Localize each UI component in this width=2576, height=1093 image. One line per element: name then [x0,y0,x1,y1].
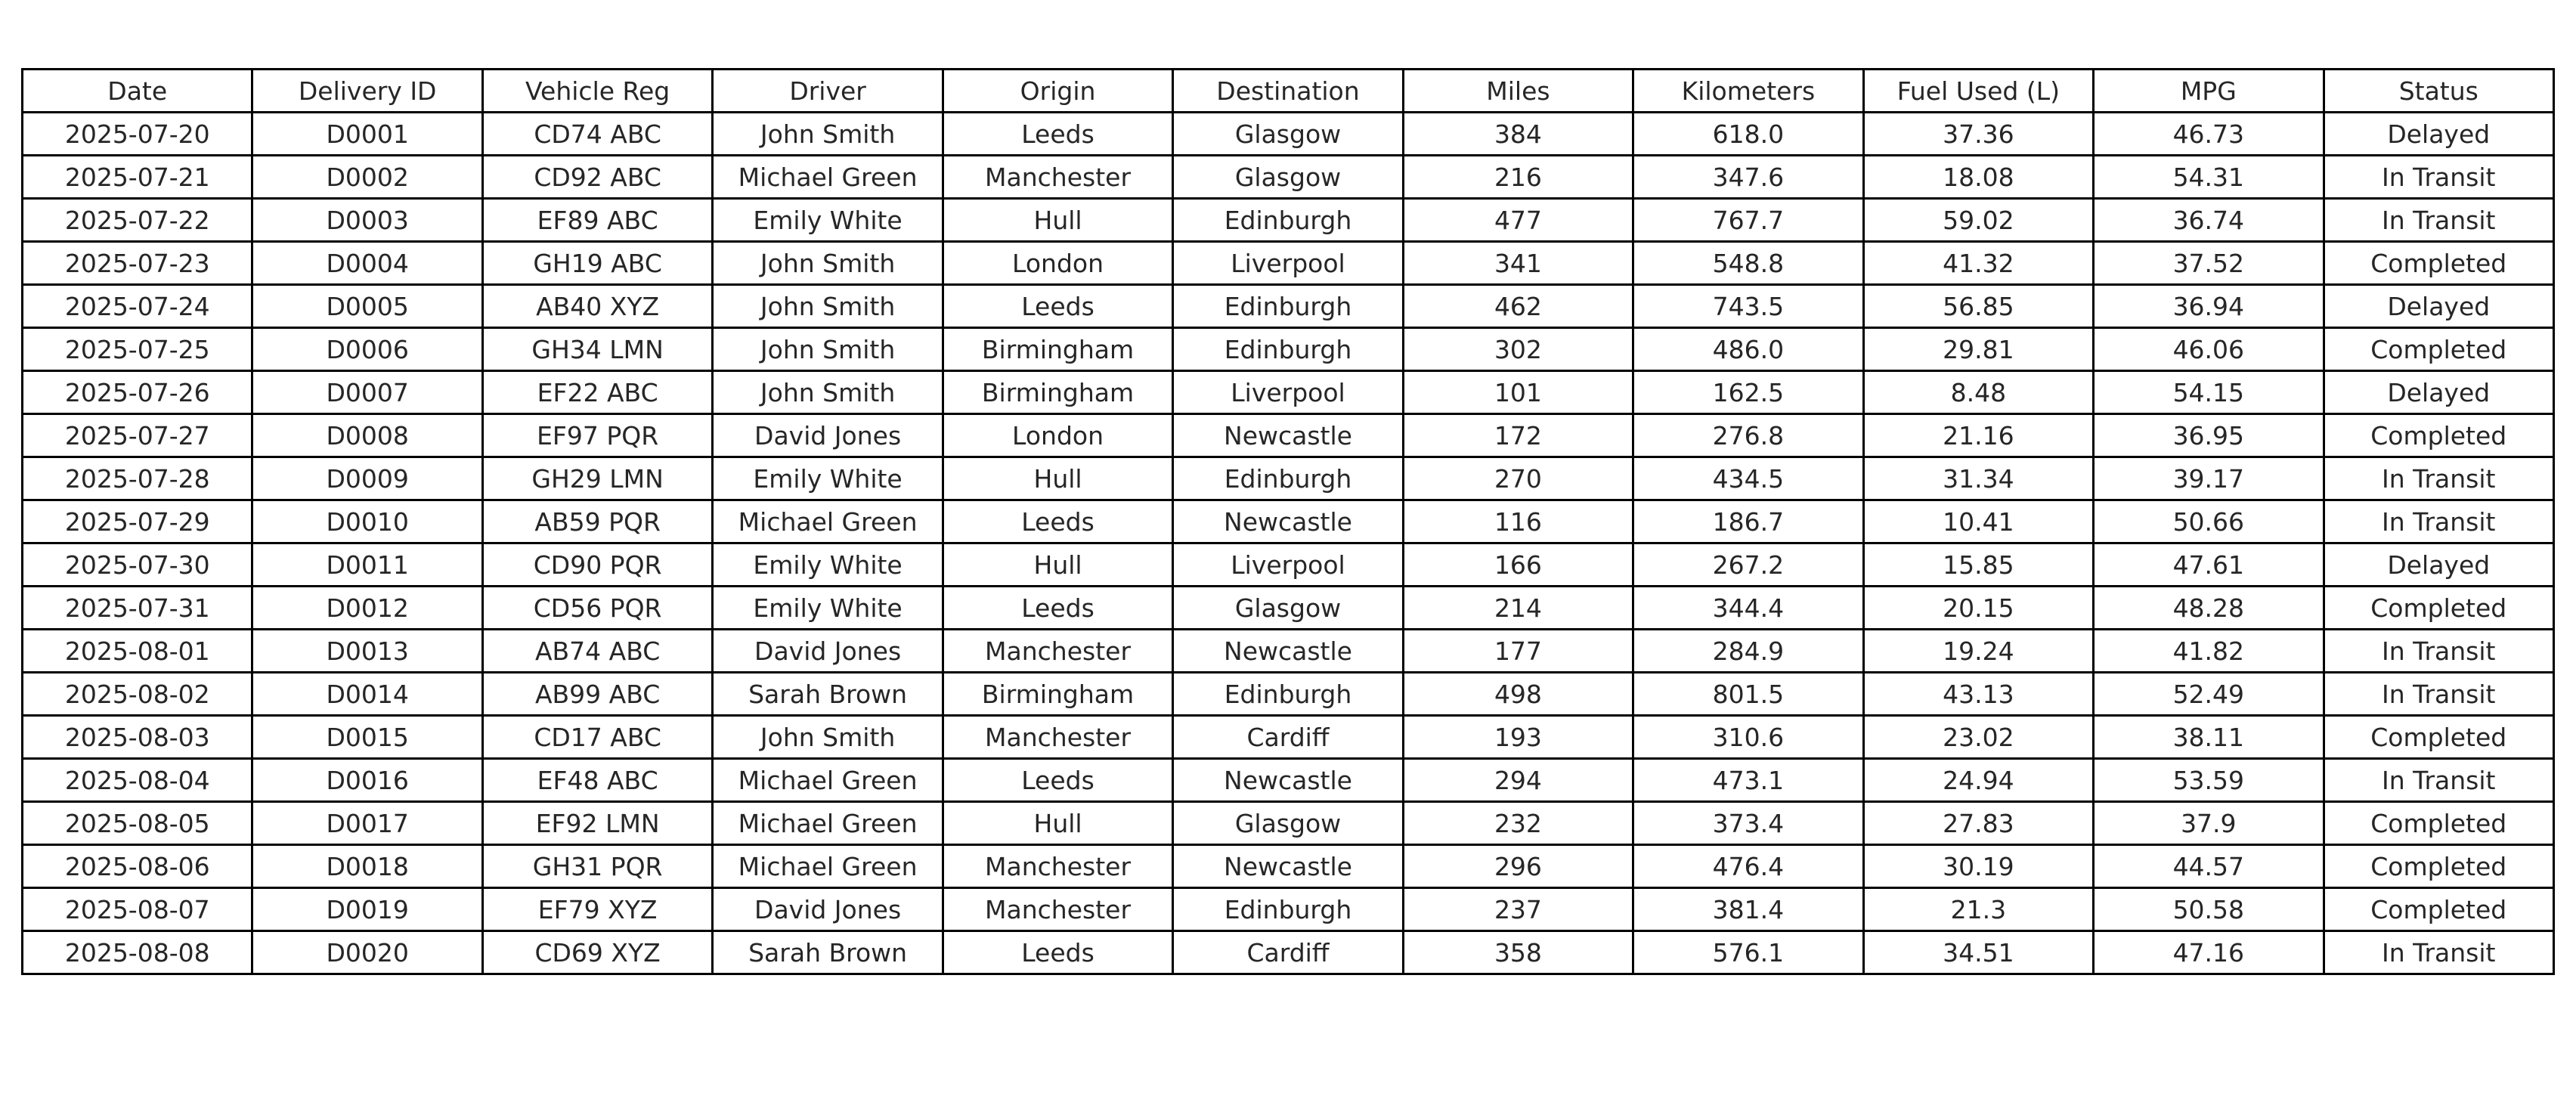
table-cell-date: 2025-07-25 [23,328,252,371]
table-cell-miles: 384 [1403,113,1633,156]
table-cell-kilometers: 801.5 [1633,673,1863,716]
table-cell-origin: Hull [943,543,1172,587]
column-header-destination: Destination [1173,70,1403,113]
table-cell-mpg: 36.94 [2094,285,2324,328]
table-cell-kilometers: 576.1 [1633,931,1863,974]
table-cell-destination: Newcastle [1173,414,1403,457]
table-cell-destination: Glasgow [1173,802,1403,845]
table-cell-delivery-id: D0003 [252,199,482,242]
table-cell-driver: John Smith [713,328,943,371]
table-cell-kilometers: 267.2 [1633,543,1863,587]
table-cell-vehicle-reg: GH19 ABC [482,242,712,285]
table-cell-status: Completed [2324,888,2553,931]
table-cell-kilometers: 381.4 [1633,888,1863,931]
table-cell-mpg: 36.74 [2094,199,2324,242]
table-cell-driver: Michael Green [713,845,943,888]
table-cell-miles: 177 [1403,630,1633,673]
column-header-status: Status [2324,70,2553,113]
table-cell-destination: Liverpool [1173,543,1403,587]
table-cell-delivery-id: D0013 [252,630,482,673]
table-cell-delivery-id: D0011 [252,543,482,587]
table-cell-mpg: 44.57 [2094,845,2324,888]
table-cell-driver: David Jones [713,630,943,673]
table-cell-vehicle-reg: EF22 ABC [482,371,712,414]
table-cell-delivery-id: D0018 [252,845,482,888]
table-cell-driver: Michael Green [713,802,943,845]
table-cell-mpg: 54.15 [2094,371,2324,414]
table-cell-destination: Newcastle [1173,845,1403,888]
table-cell-mpg: 46.06 [2094,328,2324,371]
table-cell-mpg: 46.73 [2094,113,2324,156]
table-row [23,242,2554,285]
table-cell-date: 2025-08-04 [23,759,252,802]
table-cell-fuel-used-l: 56.85 [1863,285,2093,328]
table-cell-origin: Manchester [943,845,1172,888]
table-cell-origin: Hull [943,802,1172,845]
table-row [23,285,2554,328]
table-cell-miles: 172 [1403,414,1633,457]
table-cell-vehicle-reg: CD56 PQR [482,587,712,630]
table-cell-origin: Leeds [943,587,1172,630]
table-cell-kilometers: 162.5 [1633,371,1863,414]
table-cell-date: 2025-07-21 [23,156,252,199]
table-cell-vehicle-reg: AB40 XYZ [482,285,712,328]
table-cell-origin: Manchester [943,630,1172,673]
table-cell-mpg: 54.31 [2094,156,2324,199]
table-cell-status: In Transit [2324,199,2553,242]
table-cell-vehicle-reg: GH31 PQR [482,845,712,888]
table-cell-delivery-id: D0017 [252,802,482,845]
table-cell-mpg: 47.61 [2094,543,2324,587]
table-row [23,802,2554,845]
table-cell-fuel-used-l: 27.83 [1863,802,2093,845]
table-cell-date: 2025-08-03 [23,716,252,759]
table-cell-mpg: 39.17 [2094,457,2324,500]
table-cell-vehicle-reg: EF97 PQR [482,414,712,457]
table-cell-driver: John Smith [713,242,943,285]
table-cell-status: Delayed [2324,285,2553,328]
table-cell-mpg: 37.52 [2094,242,2324,285]
table-cell-vehicle-reg: GH29 LMN [482,457,712,500]
table-cell-delivery-id: D0020 [252,931,482,974]
table-cell-status: Completed [2324,802,2553,845]
table-cell-origin: Birmingham [943,371,1172,414]
column-header-date: Date [23,70,252,113]
table-cell-kilometers: 548.8 [1633,242,1863,285]
table-cell-date: 2025-08-01 [23,630,252,673]
table-cell-vehicle-reg: EF89 ABC [482,199,712,242]
table-cell-status: Completed [2324,716,2553,759]
table-cell-date: 2025-07-20 [23,113,252,156]
table-cell-origin: Manchester [943,716,1172,759]
table-cell-mpg: 41.82 [2094,630,2324,673]
table-cell-fuel-used-l: 24.94 [1863,759,2093,802]
table-cell-driver: Michael Green [713,500,943,543]
table-cell-miles: 116 [1403,500,1633,543]
table-cell-mpg: 52.49 [2094,673,2324,716]
table-cell-status: Completed [2324,242,2553,285]
table-row [23,759,2554,802]
table-cell-delivery-id: D0019 [252,888,482,931]
table-cell-destination: Edinburgh [1173,673,1403,716]
table-cell-status: Delayed [2324,543,2553,587]
table-cell-delivery-id: D0002 [252,156,482,199]
table-cell-date: 2025-07-23 [23,242,252,285]
table-cell-driver: Michael Green [713,759,943,802]
column-header-mpg: MPG [2094,70,2324,113]
table-cell-vehicle-reg: EF48 ABC [482,759,712,802]
table-body [23,113,2554,974]
table-cell-driver: David Jones [713,888,943,931]
table-cell-status: In Transit [2324,630,2553,673]
table-cell-driver: John Smith [713,716,943,759]
table-cell-kilometers: 473.1 [1633,759,1863,802]
table-cell-fuel-used-l: 31.34 [1863,457,2093,500]
table-cell-kilometers: 486.0 [1633,328,1863,371]
column-header-vehicle-reg: Vehicle Reg [482,70,712,113]
table-cell-delivery-id: D0009 [252,457,482,500]
table-cell-delivery-id: D0016 [252,759,482,802]
table-row [23,156,2554,199]
table-row [23,199,2554,242]
table-cell-date: 2025-07-31 [23,587,252,630]
table-cell-miles: 166 [1403,543,1633,587]
table-cell-kilometers: 284.9 [1633,630,1863,673]
table-cell-destination: Edinburgh [1173,888,1403,931]
table-cell-origin: Manchester [943,156,1172,199]
table-cell-fuel-used-l: 43.13 [1863,673,2093,716]
table-cell-delivery-id: D0014 [252,673,482,716]
table-cell-delivery-id: D0001 [252,113,482,156]
table-cell-status: In Transit [2324,156,2553,199]
table-cell-status: Completed [2324,845,2553,888]
table-cell-date: 2025-07-30 [23,543,252,587]
table-cell-fuel-used-l: 23.02 [1863,716,2093,759]
table-cell-kilometers: 618.0 [1633,113,1863,156]
table-cell-miles: 498 [1403,673,1633,716]
table-cell-destination: Edinburgh [1173,457,1403,500]
table-cell-destination: Glasgow [1173,587,1403,630]
table-cell-date: 2025-08-08 [23,931,252,974]
table-cell-vehicle-reg: CD17 ABC [482,716,712,759]
table-cell-driver: John Smith [713,113,943,156]
table-cell-driver: John Smith [713,371,943,414]
table-cell-fuel-used-l: 15.85 [1863,543,2093,587]
table-cell-destination: Newcastle [1173,759,1403,802]
column-header-miles: Miles [1403,70,1633,113]
table-row [23,630,2554,673]
table-cell-kilometers: 434.5 [1633,457,1863,500]
table-cell-miles: 462 [1403,285,1633,328]
table-cell-date: 2025-08-07 [23,888,252,931]
table-cell-vehicle-reg: EF92 LMN [482,802,712,845]
table-cell-destination: Liverpool [1173,242,1403,285]
table-cell-vehicle-reg: CD69 XYZ [482,931,712,974]
table-cell-date: 2025-07-22 [23,199,252,242]
table-cell-miles: 358 [1403,931,1633,974]
table-row [23,888,2554,931]
table-cell-miles: 214 [1403,587,1633,630]
table-row [23,371,2554,414]
table-cell-miles: 232 [1403,802,1633,845]
table-cell-fuel-used-l: 29.81 [1863,328,2093,371]
table-cell-date: 2025-08-06 [23,845,252,888]
table-cell-mpg: 37.9 [2094,802,2324,845]
table-cell-status: Completed [2324,587,2553,630]
table-cell-destination: Liverpool [1173,371,1403,414]
table-cell-kilometers: 347.6 [1633,156,1863,199]
table-cell-origin: Birmingham [943,673,1172,716]
table-cell-origin: Leeds [943,500,1172,543]
column-header-delivery-id: Delivery ID [252,70,482,113]
table-cell-fuel-used-l: 21.3 [1863,888,2093,931]
table-cell-destination: Glasgow [1173,156,1403,199]
table-row [23,414,2554,457]
table-cell-kilometers: 743.5 [1633,285,1863,328]
table-cell-destination: Cardiff [1173,931,1403,974]
table-cell-fuel-used-l: 37.36 [1863,113,2093,156]
table-cell-miles: 193 [1403,716,1633,759]
table-row [23,500,2554,543]
table-cell-fuel-used-l: 30.19 [1863,845,2093,888]
table-cell-status: In Transit [2324,457,2553,500]
table-cell-mpg: 50.66 [2094,500,2324,543]
table-cell-origin: London [943,414,1172,457]
table-cell-fuel-used-l: 10.41 [1863,500,2093,543]
table-cell-driver: Sarah Brown [713,673,943,716]
delivery-table [21,68,2555,975]
table-cell-miles: 237 [1403,888,1633,931]
table-cell-destination: Edinburgh [1173,328,1403,371]
table-cell-miles: 101 [1403,371,1633,414]
table-cell-miles: 341 [1403,242,1633,285]
table-row [23,931,2554,974]
table-row [23,716,2554,759]
table-cell-fuel-used-l: 59.02 [1863,199,2093,242]
table-row [23,673,2554,716]
table-cell-kilometers: 310.6 [1633,716,1863,759]
table-cell-driver: Emily White [713,543,943,587]
table-cell-destination: Newcastle [1173,500,1403,543]
table-cell-destination: Glasgow [1173,113,1403,156]
table-cell-origin: London [943,242,1172,285]
column-header-driver: Driver [713,70,943,113]
table-cell-status: Delayed [2324,113,2553,156]
table-cell-origin: Leeds [943,759,1172,802]
table-cell-vehicle-reg: CD90 PQR [482,543,712,587]
table-cell-miles: 302 [1403,328,1633,371]
table-row [23,587,2554,630]
table-cell-status: Completed [2324,328,2553,371]
table-cell-vehicle-reg: CD92 ABC [482,156,712,199]
table-cell-mpg: 36.95 [2094,414,2324,457]
table-cell-mpg: 50.58 [2094,888,2324,931]
table-cell-delivery-id: D0010 [252,500,482,543]
table-cell-fuel-used-l: 8.48 [1863,371,2093,414]
table-cell-date: 2025-07-26 [23,371,252,414]
table-cell-origin: Leeds [943,285,1172,328]
table-cell-date: 2025-07-27 [23,414,252,457]
table-cell-date: 2025-07-29 [23,500,252,543]
table-cell-miles: 216 [1403,156,1633,199]
table-cell-kilometers: 767.7 [1633,199,1863,242]
table-cell-origin: Manchester [943,888,1172,931]
table-cell-fuel-used-l: 20.15 [1863,587,2093,630]
table-cell-mpg: 47.16 [2094,931,2324,974]
table-cell-origin: Leeds [943,113,1172,156]
table-cell-delivery-id: D0015 [252,716,482,759]
table-cell-fuel-used-l: 41.32 [1863,242,2093,285]
column-header-kilometers: Kilometers [1633,70,1863,113]
table-cell-vehicle-reg: EF79 XYZ [482,888,712,931]
table-cell-destination: Edinburgh [1173,285,1403,328]
table-row [23,543,2554,587]
table-cell-delivery-id: D0007 [252,371,482,414]
table-cell-delivery-id: D0008 [252,414,482,457]
table-cell-vehicle-reg: AB59 PQR [482,500,712,543]
column-header-fuel-used-l: Fuel Used (L) [1863,70,2093,113]
table-cell-destination: Cardiff [1173,716,1403,759]
table-cell-fuel-used-l: 18.08 [1863,156,2093,199]
table-cell-vehicle-reg: GH34 LMN [482,328,712,371]
table-cell-status: Delayed [2324,371,2553,414]
table-cell-delivery-id: D0005 [252,285,482,328]
table-cell-date: 2025-07-24 [23,285,252,328]
table-cell-vehicle-reg: CD74 ABC [482,113,712,156]
table-cell-driver: John Smith [713,285,943,328]
table-row [23,457,2554,500]
table-cell-driver: David Jones [713,414,943,457]
column-header-origin: Origin [943,70,1172,113]
table-cell-fuel-used-l: 34.51 [1863,931,2093,974]
table-cell-date: 2025-08-05 [23,802,252,845]
table-cell-kilometers: 276.8 [1633,414,1863,457]
table-cell-driver: Michael Green [713,156,943,199]
table-header [23,70,2554,113]
table-row [23,113,2554,156]
table-cell-driver: Emily White [713,199,943,242]
table-cell-mpg: 38.11 [2094,716,2324,759]
table-cell-miles: 270 [1403,457,1633,500]
table-cell-driver: Sarah Brown [713,931,943,974]
table-cell-destination: Edinburgh [1173,199,1403,242]
table-cell-driver: Emily White [713,457,943,500]
table-cell-miles: 294 [1403,759,1633,802]
table-cell-delivery-id: D0006 [252,328,482,371]
header-row [23,70,2554,113]
table-cell-date: 2025-07-28 [23,457,252,500]
table-cell-vehicle-reg: AB74 ABC [482,630,712,673]
table-cell-status: Completed [2324,414,2553,457]
table-cell-origin: Leeds [943,931,1172,974]
table-cell-origin: Birmingham [943,328,1172,371]
table-cell-destination: Newcastle [1173,630,1403,673]
table-cell-fuel-used-l: 21.16 [1863,414,2093,457]
table-cell-date: 2025-08-02 [23,673,252,716]
table-cell-status: In Transit [2324,673,2553,716]
table-cell-status: In Transit [2324,500,2553,543]
table-cell-kilometers: 186.7 [1633,500,1863,543]
table-cell-mpg: 48.28 [2094,587,2324,630]
table-cell-driver: Emily White [713,587,943,630]
table-cell-delivery-id: D0012 [252,587,482,630]
table-cell-status: In Transit [2324,759,2553,802]
table-cell-origin: Hull [943,199,1172,242]
table-cell-origin: Hull [943,457,1172,500]
table-cell-kilometers: 344.4 [1633,587,1863,630]
table-cell-mpg: 53.59 [2094,759,2324,802]
table-cell-kilometers: 373.4 [1633,802,1863,845]
table-cell-fuel-used-l: 19.24 [1863,630,2093,673]
table-cell-kilometers: 476.4 [1633,845,1863,888]
table-cell-status: In Transit [2324,931,2553,974]
table-cell-miles: 477 [1403,199,1633,242]
table-cell-vehicle-reg: AB99 ABC [482,673,712,716]
table-row [23,845,2554,888]
table-row [23,328,2554,371]
table-cell-delivery-id: D0004 [252,242,482,285]
table-cell-miles: 296 [1403,845,1633,888]
delivery-table-figure [21,68,2555,975]
